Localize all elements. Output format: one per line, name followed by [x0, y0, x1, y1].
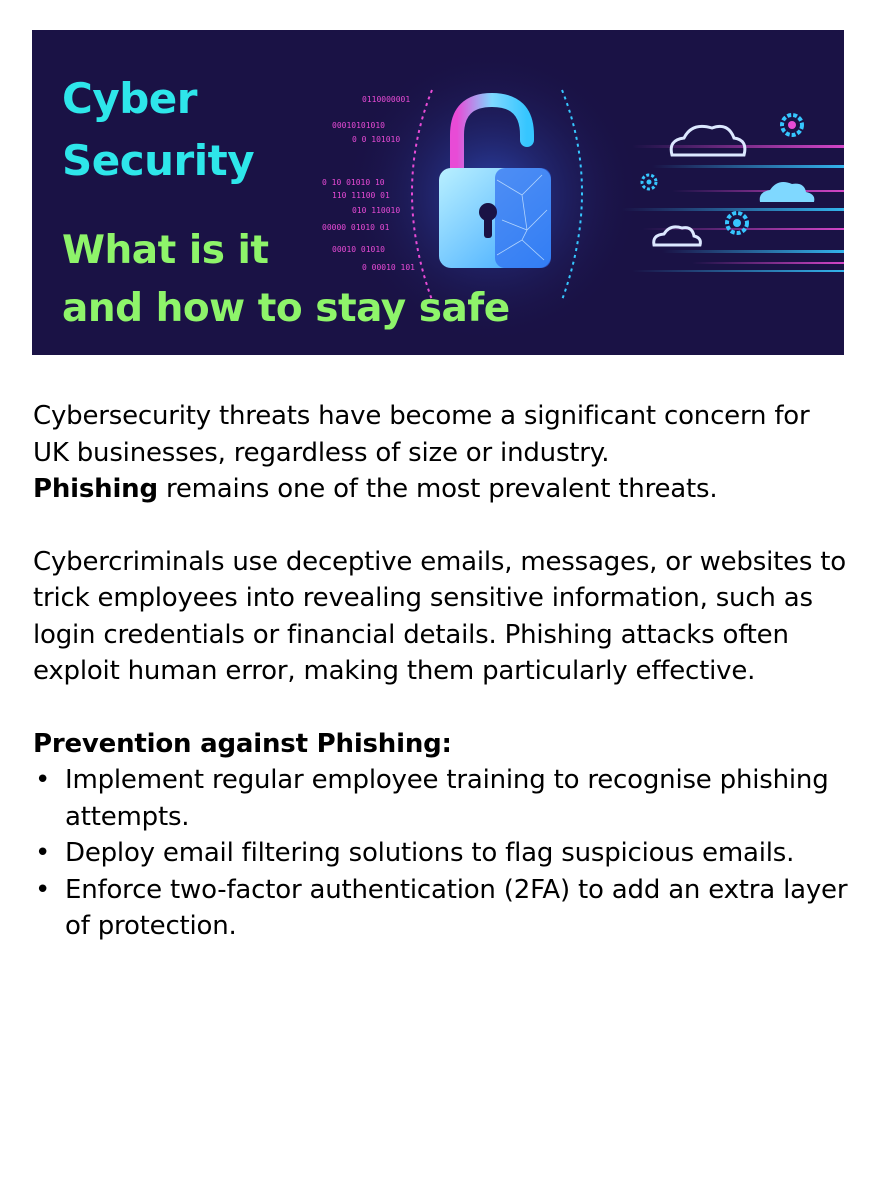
description-paragraph: Cybercriminals use deceptive emails, messages, or websites to trick employees into revealing sensitive information, such as login credentials or financial details. Phishing attacks often exploit human error, making them particularly effective.: [33, 546, 847, 686]
list-item-text: Enforce two-factor authentication (2FA) to add an extra layer of protection.: [65, 874, 848, 941]
list-item-text: Implement regular employee training to recognise phishing attempts.: [65, 765, 829, 832]
banner-subtitle-line-1: What is it: [62, 228, 269, 273]
article-body: [33, 398, 853, 945]
cyber-security-banner: [32, 30, 844, 355]
list-item: [33, 762, 853, 835]
banner-title-line-1: Cyber: [62, 74, 197, 123]
svg-text:010 110010: 010 110010: [352, 206, 401, 215]
prevention-heading: Prevention against Phishing:: [33, 728, 452, 759]
svg-text:00000 01010 01: 00000 01010 01: [322, 223, 390, 232]
svg-text:00010 01010: 00010 01010: [332, 245, 385, 254]
list-item-text: Deploy email filtering solutions to flag suspicious emails.: [65, 838, 795, 868]
cloud-icons: [654, 126, 745, 245]
svg-text:00010101010: 00010101010: [332, 121, 385, 130]
svg-text:0110000001: 0110000001: [362, 95, 411, 104]
list-item: [33, 872, 853, 945]
intro-paragraph: [33, 398, 853, 508]
intro-text: Cybersecurity threats have become a significant concern for UK businesses, regardless of size or industry.: [33, 401, 810, 468]
banner-subtitle-line-2: and how to stay safe: [62, 286, 510, 331]
banner-title: [62, 68, 254, 192]
prevention-list: [33, 762, 853, 945]
gear-icons: [642, 115, 802, 233]
phishing-keyword: Phishing: [33, 474, 158, 504]
svg-text:0 0 101010: 0 0 101010: [352, 135, 401, 144]
bullet-icon: •: [35, 838, 51, 868]
bullet-icon: •: [35, 765, 51, 795]
svg-text:0 00010 101: 0 00010 101: [362, 263, 415, 272]
list-item: [33, 835, 853, 872]
svg-text:0 10 01010 10: 0 10 01010 10: [322, 178, 385, 187]
banner-subtitle: [62, 222, 510, 338]
speed-lines-decoration: [622, 145, 844, 272]
phishing-sentence: remains one of the most prevalent threats.: [157, 474, 718, 504]
bullet-icon: •: [35, 874, 51, 905]
banner-title-line-2: Security: [62, 136, 255, 185]
svg-text:110 11100 01: 110 11100 01: [332, 191, 390, 200]
